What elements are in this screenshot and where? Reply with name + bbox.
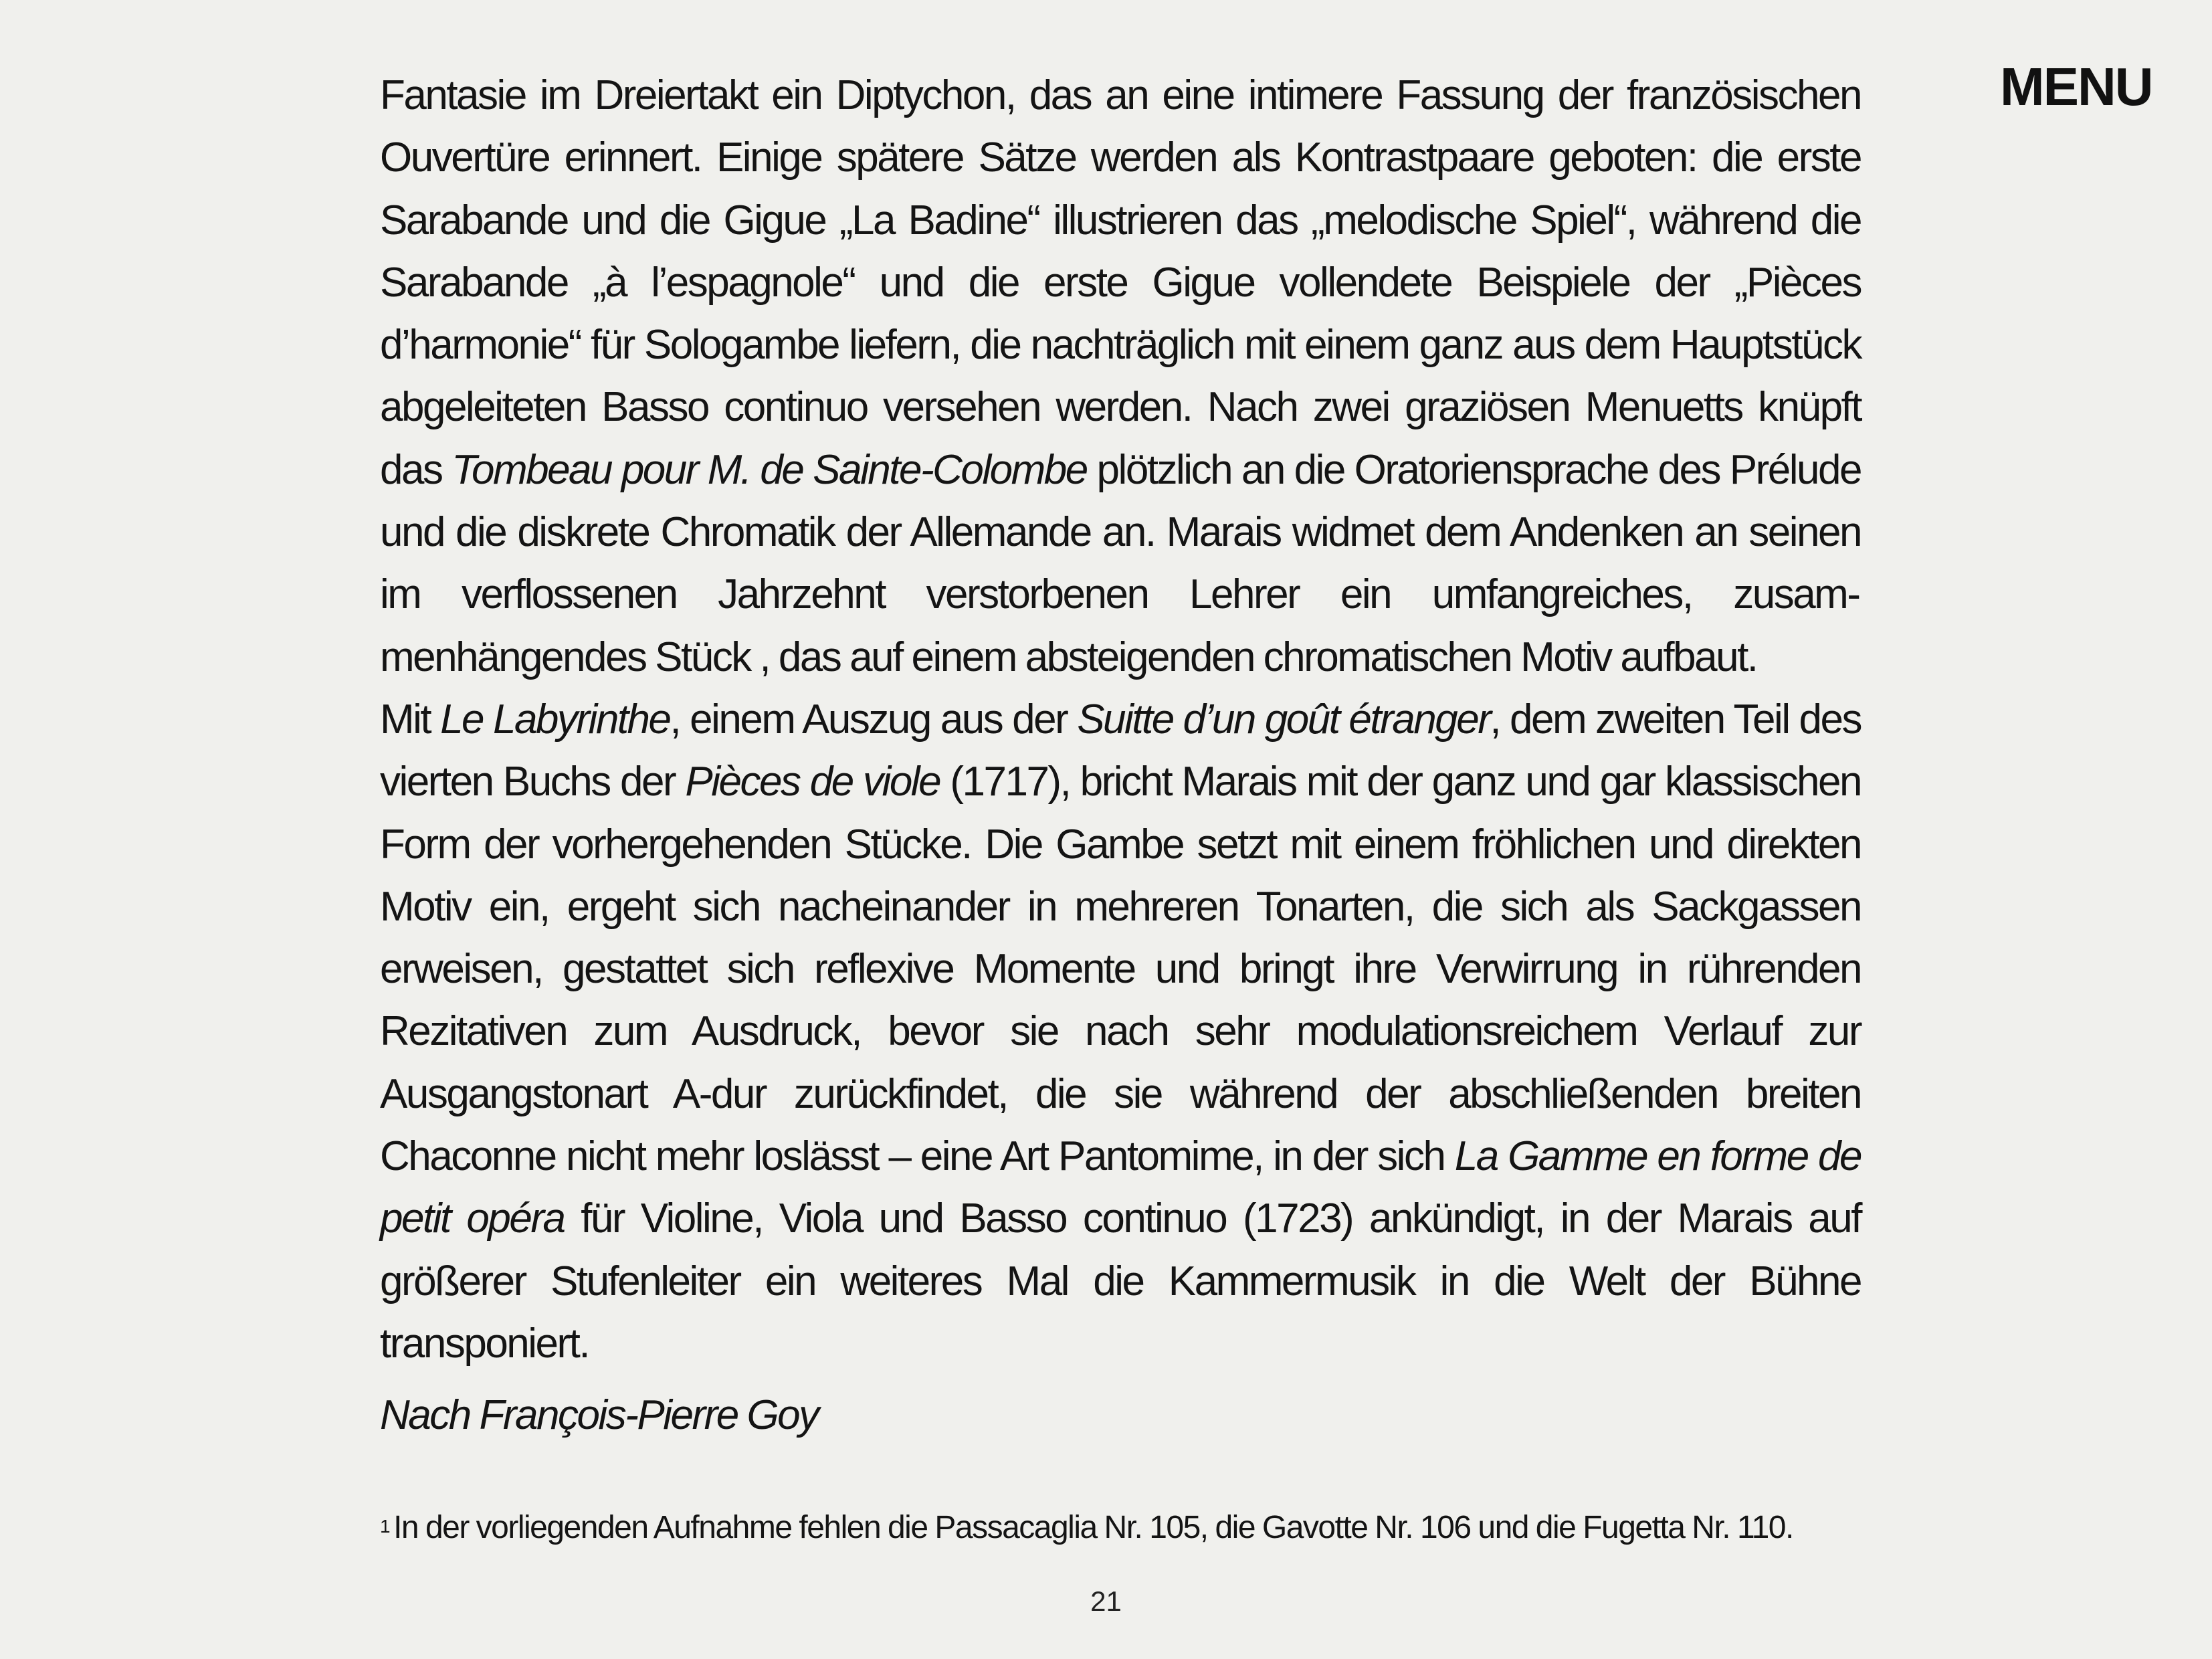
- page-number: 21: [1090, 1585, 1122, 1617]
- text-run: , dem zweiten Teil des vierten Buchs der: [380, 696, 1861, 805]
- text-run: Fantasie im Dreiertakt ein Diptychon, das an eine intimere Fassung der französischen Ouvertüre erinnert. Einige spätere Sätze werden als Kontrastpaare geboten: die erste Sarabande und die Gigue „La Badine“ illustrieren das „melodische Spiel“, während die Sarabande „à l’espagnole“ und die erste Gigue vollendete Beispiele der „Pièces d’harmonie“ für Sologambe liefern, die nachträglich mit einem ganz aus dem Hauptstück abgeleiteten Basso continuo versehen werden. Nach zwei graziösen Menuetts knüpft das: [380, 72, 1861, 493]
- footnote: [380, 1508, 1861, 1548]
- menu-button[interactable]: MENU: [2000, 57, 2152, 116]
- article-body: [380, 64, 1861, 1375]
- author-credit: Nach François-Pierre Goy: [380, 1392, 818, 1439]
- text-run: Mit: [380, 696, 441, 743]
- footnote-text: In der vorliegenden Aufnahme fehlen die Passacaglia Nr. 105, die Gavotte Nr. 106 und die Fugetta Nr. 110.: [393, 1510, 1793, 1546]
- text-run: plötzlich an die Oratoriensprache des Prélude und die diskrete Chromatik der Allemande an. Marais widmet dem Andenken an seinen im verflossenen Jahrzehnt verstorbenen Lehrer ein umfangreiches, zusammenhängendes Stück , das auf einem absteigenden chromatischen Motiv aufbaut.: [380, 446, 1861, 680]
- paragraph: [380, 688, 1861, 1375]
- footnote-marker: 1: [380, 1516, 390, 1537]
- paragraph: [380, 64, 1861, 688]
- work-title: Pièces de viole: [685, 759, 940, 805]
- page-content: [380, 64, 1861, 1548]
- work-title: La Gamme en forme de petit opéra: [380, 1133, 1861, 1242]
- text-run: (1717), bricht Marais mit der ganz und gar klassischen Form der vorhergehenden Stücke. Die Gambe setzt mit einem fröhlichen und direkten Motiv ein, ergeht sich nacheinander in mehreren Tonarten, die sich als Sackgassen erweisen, gestattet sich reflexive Momente und bringt ihre Verwirrung in rührenden Rezitativen zum Ausdruck, bevor sie nach sehr modulationsreichem Verlauf zur Ausgangstonart A-dur zurückfindet, die sie während der abschließenden breiten Chaconne nicht mehr loslässt – eine Art Pantomime, in der sich: [380, 759, 1861, 1180]
- text-run: für Violine, Viola und Basso continuo (1723) ankündigt, in der Marais auf größerer Stufenleiter ein weiteres Mal die Kammermusik in die Welt der Bühne transponiert.: [380, 1195, 1861, 1367]
- text-run: , einem Auszug aus der: [670, 696, 1078, 743]
- work-title: Le Labyrinthe: [440, 696, 670, 743]
- work-title: Suitte d’un goût étranger: [1077, 696, 1490, 743]
- work-title: Tombeau pour M. de Sainte-Colombe: [451, 446, 1087, 493]
